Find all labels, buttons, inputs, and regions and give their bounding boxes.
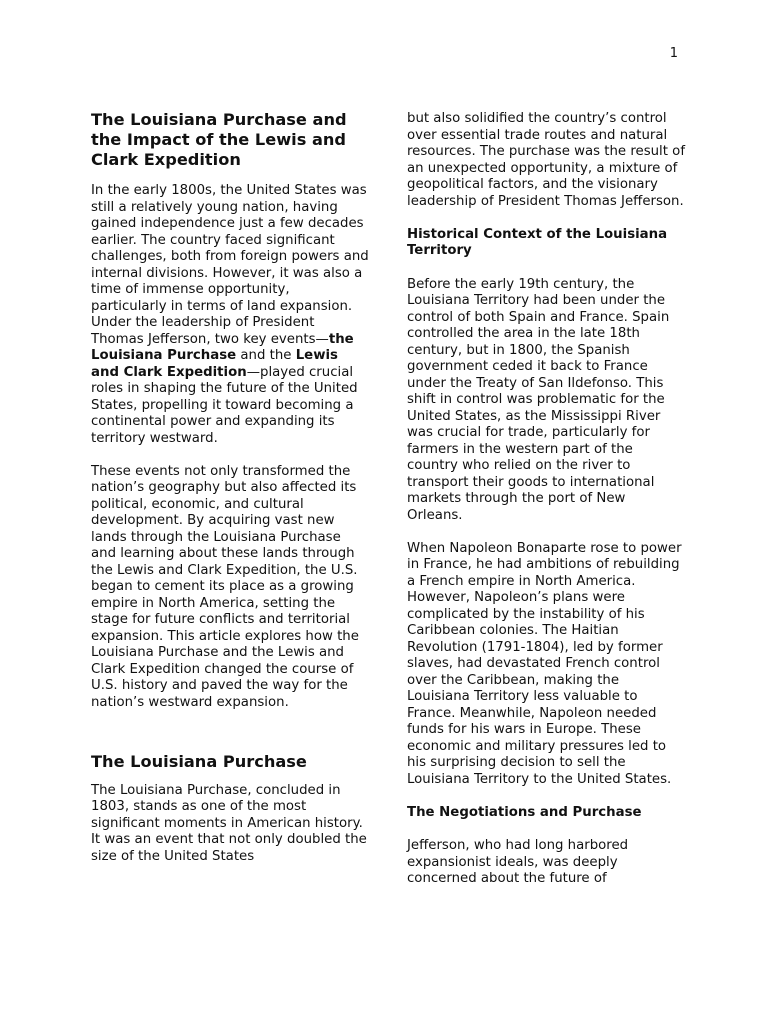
napoleon-paragraph: When Napoleon Bonaparte rose to power in France, he had ambitions of rebuilding a French empire in North America. However, Napoleon’s plans were complicated by the instability of his Caribbean colonies. The Haitian Revolution (1791-1804), led by former slaves, had devastated French control over the Caribbean, making the Louisiana Territory less valuable to France. Meanwhile, Napoleon needed funds for his wars in Europe. These economic and military pressures led to his surprising decision to sell the Louisiana Territory to the United States. [407,540,682,787]
historical-context-paragraph: Before the early 19th century, the Louisiana Territory had been under the control of both Spain and France. Spain controlled the area in the late 18th century, but in 1800, the Spanish government ceded it back to France under the Treaty of San Ildefonso. This shift in control was problematic for the United States, as the Mississippi River was crucial for trade, particularly for farmers in the western part of the country who relied on the river to transport their goods to international markets through the port of New Orleans. [407,276,670,523]
right-column [407,111,685,904]
page-number: 1 [669,46,678,61]
document-title: The Louisiana Purchase and the Impact of the Lewis and Clark Expedition [91,110,347,169]
left-column [91,110,369,882]
intro-paragraph [91,183,369,447]
second-paragraph: These events not only transformed the nation’s geography but also affected its political, economic, and cultural development. By acquiring vast new lands through the Louisiana Purchase and learning about these lands through the Lewis and Clark Expedition, the U.S. began to cement its place as a growing empire in North America, setting the stage for future conflicts and territorial expansion. This article explores how the Louisiana Purchase and the Lewis and Clark Expedition changed the course of U.S. history and paved the way for the nation’s westward expansion. [91,463,359,710]
heading-negotiations: The Negotiations and Purchase [407,804,642,820]
intro-text-a: In the early 1800s, the United States was still a relatively young nation, having gained independence just a few decades earlier. The country faced significant challenges, both from foreign powers and internal divisions. However, it was also a time of immense opportunity, particularly in terms of land expansion. Under the leadership of President Thomas Jefferson, two key events— [91,183,369,347]
section-heading-louisiana-purchase: The Louisiana Purchase [91,751,307,771]
spacer [91,728,369,752]
continued-paragraph: but also solidified the country’s control over essential trade routes and natural resources. The purchase was the result of an unexpected opportunity, a mixture of geopolitical factors, and the visionary leadership of President Thomas Jefferson. [407,111,686,209]
intro-text-c: and the [236,348,296,363]
negotiations-paragraph: Jefferson, who had long harbored expansionist ideals, was deeply concerned about the future of [407,838,629,886]
heading-historical-context: Historical Context of the Louisiana Territory [407,226,668,258]
intro-bold-lewis-clark: Lewis and Clark Expedition [91,348,338,380]
intro-bold-louisiana: the Louisiana Purchase [91,331,354,363]
louisiana-purchase-paragraph: The Louisiana Purchase, concluded in 1803, stands as one of the most significant moments in American history. It was an event that not only doubled the size of the United States [91,782,367,864]
intro-text-d: —played crucial roles in shaping the future of the United States, propelling it toward becoming a continental power and expanding its territory westward. [91,364,358,446]
